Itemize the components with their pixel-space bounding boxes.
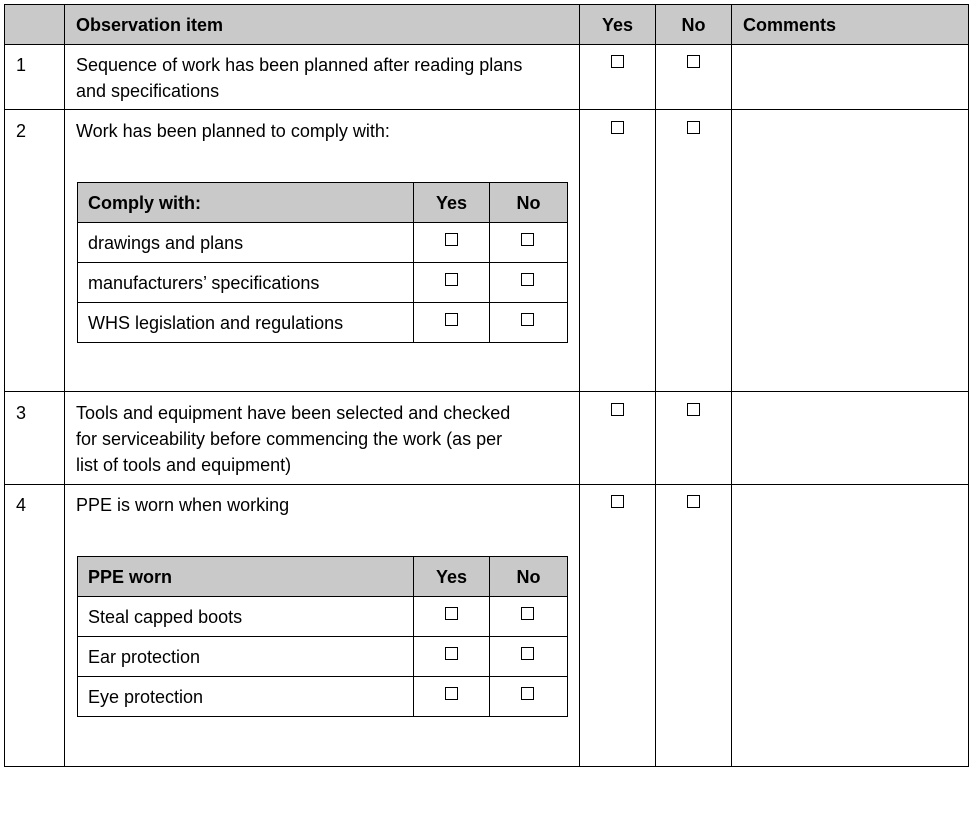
row-number: 1 xyxy=(16,55,27,75)
subtable-yes-checkbox[interactable] xyxy=(445,273,458,286)
yes-checkbox[interactable] xyxy=(611,121,624,134)
observation-text: and specifications xyxy=(76,81,220,101)
subtable-no-checkbox[interactable] xyxy=(521,273,534,286)
row-number: 3 xyxy=(16,403,27,423)
comments-cell[interactable] xyxy=(732,45,968,109)
subtable-yes-checkbox[interactable] xyxy=(445,607,458,620)
subtable-yes-checkbox[interactable] xyxy=(445,647,458,660)
yes-checkbox[interactable] xyxy=(611,55,624,68)
no-checkbox[interactable] xyxy=(687,121,700,134)
subtable-header-no: No xyxy=(516,193,541,213)
header-comments: Comments xyxy=(743,15,837,35)
comments-cell[interactable] xyxy=(732,392,968,484)
subtable-item: WHS legislation and regulations xyxy=(88,313,344,333)
subtable-yes-checkbox[interactable] xyxy=(445,313,458,326)
subtable-item: Eye protection xyxy=(88,687,204,707)
observation-text: list of tools and equipment) xyxy=(76,455,292,475)
subtable-header-label: Comply with: xyxy=(88,193,201,213)
subtable-header-yes: Yes xyxy=(435,193,468,213)
subtable-no-checkbox[interactable] xyxy=(521,607,534,620)
subtable-header-label: PPE worn xyxy=(88,567,173,587)
row-number: 4 xyxy=(16,495,27,515)
subtable-item: Ear protection xyxy=(88,647,201,667)
observation-text: Sequence of work has been planned after reading plans xyxy=(76,55,523,75)
subtable-item: manufacturers’ specifications xyxy=(88,273,320,293)
yes-checkbox[interactable] xyxy=(611,495,624,508)
comments-cell[interactable] xyxy=(732,485,968,766)
no-checkbox[interactable] xyxy=(687,55,700,68)
no-checkbox[interactable] xyxy=(687,403,700,416)
subtable-yes-checkbox[interactable] xyxy=(445,233,458,246)
no-checkbox[interactable] xyxy=(687,495,700,508)
observation-text: PPE is worn when working xyxy=(76,495,290,515)
subtable-no-checkbox[interactable] xyxy=(521,313,534,326)
header-observation-item: Observation item xyxy=(76,15,224,35)
observation-text: Work has been planned to comply with: xyxy=(76,121,390,141)
subtable-item: Steal capped boots xyxy=(88,607,243,627)
header-yes: Yes xyxy=(601,15,634,35)
subtable-header-no: No xyxy=(516,567,541,587)
subtable-no-checkbox[interactable] xyxy=(521,647,534,660)
observation-text: for serviceability before commencing the work (as per xyxy=(76,429,503,449)
yes-checkbox[interactable] xyxy=(611,403,624,416)
observation-text: Tools and equipment have been selected and checked xyxy=(76,403,511,423)
subtable-item: drawings and plans xyxy=(88,233,244,253)
header-no: No xyxy=(681,15,706,35)
subtable-no-checkbox[interactable] xyxy=(521,687,534,700)
comments-cell[interactable] xyxy=(732,110,968,391)
subtable-yes-checkbox[interactable] xyxy=(445,687,458,700)
subtable-header-yes: Yes xyxy=(435,567,468,587)
subtable-no-checkbox[interactable] xyxy=(521,233,534,246)
row-number: 2 xyxy=(16,121,27,141)
